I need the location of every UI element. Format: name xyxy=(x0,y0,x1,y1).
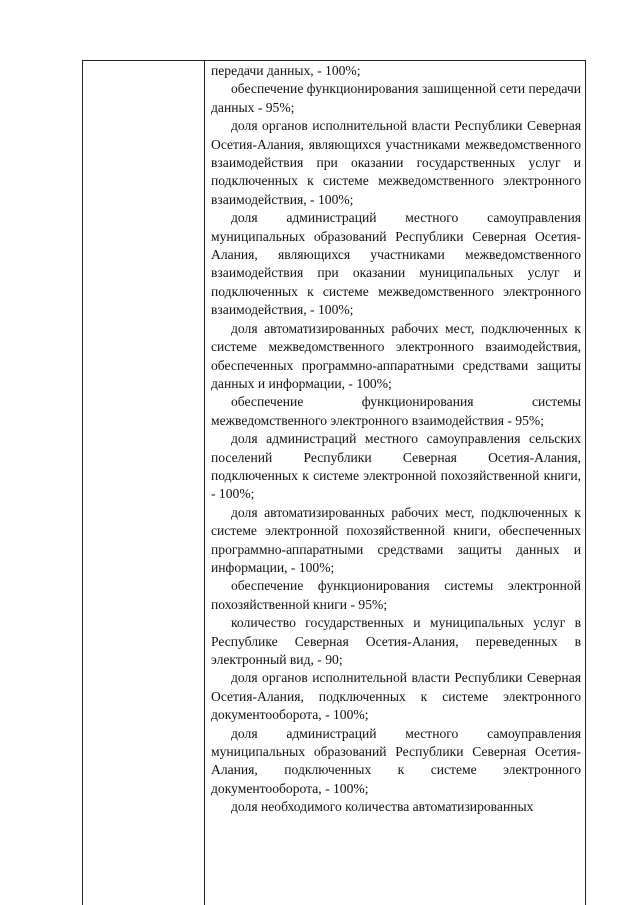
paragraph: количество государственных и муниципальных услуг в Республике Северная Осетия-Алания, переведенных в электронный вид, - 90; xyxy=(211,615,581,667)
paragraph: обеспечение функционирования системы межведомственного электронного взаимодействия - 95%; xyxy=(211,394,581,428)
paragraph: доля необходимого количества автоматизированных xyxy=(231,799,534,815)
paragraph: доля автоматизированных рабочих мест, подключенных к системе электронной похозяйственной книги, обеспеченных программно-аппаратными средствами защиты данных и информации, - 100%; xyxy=(211,504,581,575)
paragraph: обеспечение функционирования системы электронной похозяйственной книги - 95%; xyxy=(211,578,581,612)
paragraph: доля администраций местного самоуправления муниципальных образований Республики Северная Осетия-Алания, подключенных к системе электронного документооборота, - 100%; xyxy=(211,725,581,796)
paragraph: доля администраций местного самоуправления сельских поселений Республики Северная Осетия-Алания, подключенных к системе электронной похозяйственной книги, - 100%; xyxy=(211,431,581,502)
paragraph: доля органов исполнительной власти Республики Северная Осетия-Алания, являющихся участниками межведомственного взаимодействия при оказании государственных услуг и подключенных к системе межведомственного электронного взаимодействия, - 100%; xyxy=(211,118,581,207)
paragraph: доля автоматизированных рабочих мест, подключенных к системе межведомственного электронного взаимодействия, обеспеченных программно-аппаратными средствами защиты данных и информации, - 100%; xyxy=(211,320,581,391)
paragraph: доля администраций местного самоуправления муниципальных образований Республики Северная Осетия-Алания, являющихся участниками межведомственного взаимодействия при оказании муниципальных услуг и подключенных к системе межведомственного электронного взаимодействия, - 100%; xyxy=(211,210,581,318)
paragraph: доля органов исполнительной власти Республики Северная Осетия-Алания, подключенных к системе электронного документооборота, - 100%; xyxy=(211,670,581,723)
indicators-cell xyxy=(211,62,581,817)
column-divider xyxy=(204,61,205,905)
document-table xyxy=(82,60,586,905)
paragraph: передачи данных, - 100%; xyxy=(211,63,361,78)
paragraph: обеспечение функционирования зашищенной сети передачи данных - 95%; xyxy=(211,81,581,115)
